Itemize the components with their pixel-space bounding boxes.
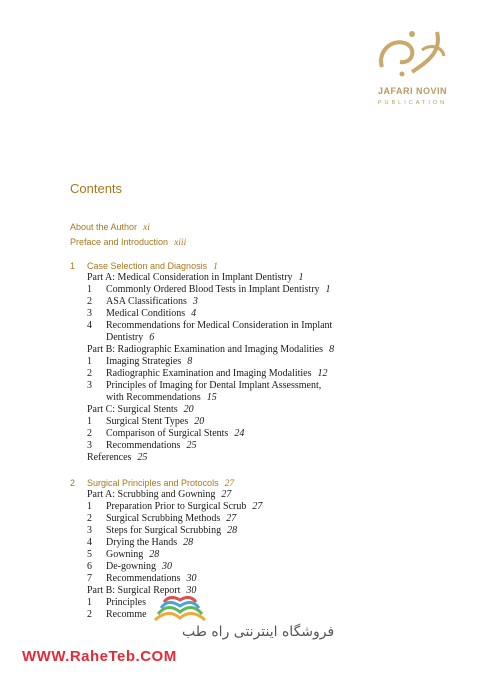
front-entry-title: Preface and Introduction [70,237,169,247]
toc-entry-page: 27 [226,513,237,524]
publisher-logo [350,22,475,122]
toc-entry-title: Principles [106,597,146,608]
toc-entry-number: 4 [87,537,92,548]
watermark-store-name: فروشگاه اینترنتی راه طب [182,624,335,640]
toc-entry-title: Recommendations for Medical Consideration in Implant [106,320,333,331]
toc-entry-title: Recommendations [106,573,181,584]
toc-entry[interactable] [87,416,334,428]
toc-entry-page: 25 [186,440,197,451]
toc-entry[interactable] [87,561,262,573]
chapter-heading[interactable] [70,478,234,489]
toc-entry-title: Surgical Scrubbing Methods [106,513,221,524]
toc-entry-page: 1 [298,272,304,283]
toc-entry-number: 3 [87,525,92,536]
toc-entry-number: 2 [87,513,92,524]
toc-entry-number: 2 [87,296,92,307]
toc-entry-number: 5 [87,549,92,560]
chapter-number: 2 [70,478,76,488]
toc-entry-page: 27 [252,501,263,512]
toc-entry-title: Part C: Surgical Stents [87,404,178,415]
toc-entry[interactable] [87,513,262,525]
front-entry-page: xi [143,223,150,233]
toc-entry-title: Imaging Strategies [106,356,182,367]
front-entry[interactable] [70,220,186,235]
toc-entry-title: Recomme [106,609,147,620]
toc-entry[interactable] [87,452,334,464]
chapter-page: 27 [224,479,235,489]
toc-entry-page: 3 [192,296,198,307]
toc-entry[interactable] [87,549,262,561]
toc-entry-page: 30 [162,561,172,572]
toc-entry-page: 28 [183,537,194,548]
toc-entry[interactable] [87,440,334,452]
chapter-title: Surgical Principles and Protocols [87,478,219,488]
toc-entry-title: Surgical Stent Types [106,416,189,427]
toc-entry-number: 3 [87,440,92,451]
toc-entry-number: 2 [87,609,92,620]
toc-entry-title: Part B: Surgical Report [87,585,181,596]
toc-entry-page: 28 [149,549,160,560]
toc-entry-page: 8 [187,356,193,367]
chapter-heading[interactable] [70,261,218,272]
publisher-name: JAFARI NOVIN [377,86,447,96]
chapter-page: 1 [213,262,218,272]
toc-entry-title: Recommendations [106,440,181,451]
toc-entry-title: Part B: Radiographic Examination and Imaging Modalities [87,344,324,355]
toc-entry[interactable] [87,272,334,284]
toc-entry-page: 25 [137,452,148,463]
toc-entry[interactable] [87,368,334,380]
toc-entry[interactable] [87,501,262,513]
toc-entry-title: Principles of Imaging for Dental Implant Assessment, [106,380,322,391]
toc-entry-page: 15 [206,392,217,403]
toc-entry-title: Medical Conditions [106,308,186,319]
toc-entry-number: 3 [87,308,92,319]
toc-entry-page: 1 [325,284,331,295]
toc-entry-page: 20 [183,404,194,415]
toc-entry[interactable] [87,308,334,320]
toc-entry-number: 1 [87,284,92,295]
toc-entry[interactable] [87,344,334,356]
toc-entry[interactable] [87,380,334,392]
toc-entry-title: De-gowning [106,561,156,572]
toc-entry-page: 8 [329,344,335,355]
toc-entry-number: 1 [87,416,92,427]
front-entry[interactable] [70,235,186,250]
chapter-title: Case Selection and Diagnosis [87,261,208,271]
toc-entry-page: 12 [317,368,328,379]
toc-entry-page: 27 [221,489,232,500]
toc-entry-title: Dentistry [106,332,144,343]
chapter-entries [87,272,334,464]
chapter-number: 1 [70,261,76,271]
toc-entry-title: Commonly Ordered Blood Tests in Implant Dentistry [106,284,320,295]
toc-entry-number: 3 [87,380,92,391]
toc-entry-title: References [87,452,132,463]
toc-entry-page: 30 [186,585,197,596]
page-title: Contents [70,181,123,196]
toc-entry[interactable] [87,392,334,404]
toc-entry[interactable] [87,428,334,440]
jafari-novin-emblem-icon [372,22,452,84]
watermark-url[interactable]: WWW.RaheTeb.COM [22,648,177,665]
toc-entry[interactable] [87,573,262,585]
toc-entry-page: 24 [234,428,245,439]
toc-entry[interactable] [87,284,334,296]
toc-entry-number: 6 [87,561,92,572]
front-matter [70,220,186,250]
front-entry-page: xiii [174,238,187,248]
toc-entry-number: 1 [87,501,92,512]
toc-entry-number: 4 [87,320,92,331]
toc-entry-title: Preparation Prior to Surgical Scrub [106,501,247,512]
toc-entry[interactable] [87,489,262,501]
toc-entry-number: 7 [87,573,92,584]
toc-entry-title: Gowning [106,549,144,560]
toc-entry-number: 1 [87,356,92,367]
toc-entry-title: Comparison of Surgical Stents [106,428,229,439]
toc-entry[interactable] [87,356,334,368]
toc-entry[interactable] [87,537,262,549]
toc-entry-page: 4 [191,308,197,319]
toc-entry-page: 20 [194,416,205,427]
toc-entry-page: 28 [227,525,238,536]
toc-entry-number: 2 [87,428,92,439]
toc-entry-title: Radiographic Examination and Imaging Modalities [106,368,312,379]
toc-entry-title: Part A: Scrubbing and Gowning [87,489,216,500]
toc-entry[interactable] [87,332,334,344]
toc-entry-page: 30 [186,573,197,584]
toc-entry-title: Steps for Surgical Scrubbing [106,525,222,536]
toc-entry-number: 2 [87,368,92,379]
toc-entry-number: 1 [87,597,92,608]
toc-entry[interactable] [87,320,334,332]
toc-entry[interactable] [87,404,334,416]
front-entry-title: About the Author [70,222,138,232]
toc-entry-title: with Recommendations [106,392,201,403]
toc-entry-title: Drying the Hands [106,537,178,548]
toc-entry-title: Part A: Medical Consideration in Implant Dentistry [87,272,293,283]
toc-entry[interactable] [87,525,262,537]
toc-entry-page: 6 [149,332,155,343]
toc-entry-title: ASA Classifications [106,296,187,307]
toc-entry[interactable] [87,296,334,308]
publisher-subtitle: PUBLICATION [377,100,448,106]
